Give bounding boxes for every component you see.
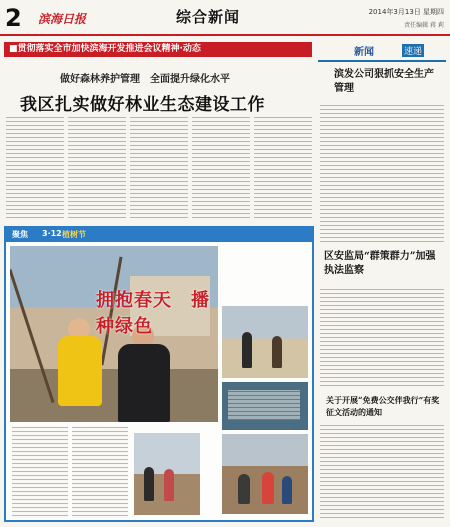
issue-date: 2014年3月13日 星期四 [368,8,444,16]
photo-title: 拥抱春天 播种绿色 [96,290,210,337]
article-body-col-3 [130,116,188,220]
brief-body-2 [320,288,444,388]
article-body-col-4 [192,116,250,220]
newspaper-logo: 滨海日报 [38,12,87,26]
article-headline: 我区扎实做好林业生态建设工作 [20,95,265,115]
section-title: 综合新闻 [176,8,241,26]
bottom-photo-2 [222,434,308,514]
page-number: 2 [5,4,22,32]
article-subtitle: 做好森林养护管理 全面提升绿化水平 [60,74,230,85]
news-brief-column [318,42,446,522]
article-body-col-2 [68,116,126,220]
brief-headline-1: 滨发公司狠抓安全生产管理 [334,69,434,94]
article-body-col-5 [254,116,312,220]
topic-banner: ■贯彻落实全市加快滨海开发推进会议精神·动态 [4,42,312,57]
notice-body [320,424,444,520]
side-photo-1 [222,306,308,378]
column-header [318,42,446,62]
column-title: 新闻 [354,47,374,58]
side-photo-2 [222,382,308,430]
brief-headline-2: 区安监局“群策群力”加强执法监察 [324,251,436,276]
feature-tag: 聚焦 [12,230,28,239]
brief-body-1 [320,104,444,244]
notice-headline: 关于开展“免费公交伴我行”有奖征文活动的通知 [326,395,440,417]
arbor-day-feature [4,226,314,522]
editor-line: 责任编辑 蒋 莉 [404,22,444,29]
feature-body-2 [72,426,128,518]
page-header [0,0,450,36]
feature-date: 3·12 [42,229,62,238]
feature-title: 植树节 [62,230,86,239]
main-photo [10,246,218,422]
bottom-photo-1 [134,433,200,515]
column-tag: 速递 [402,44,424,57]
article-body-col-1 [6,116,64,220]
feature-strip [6,228,312,242]
feature-body-1 [12,426,68,518]
